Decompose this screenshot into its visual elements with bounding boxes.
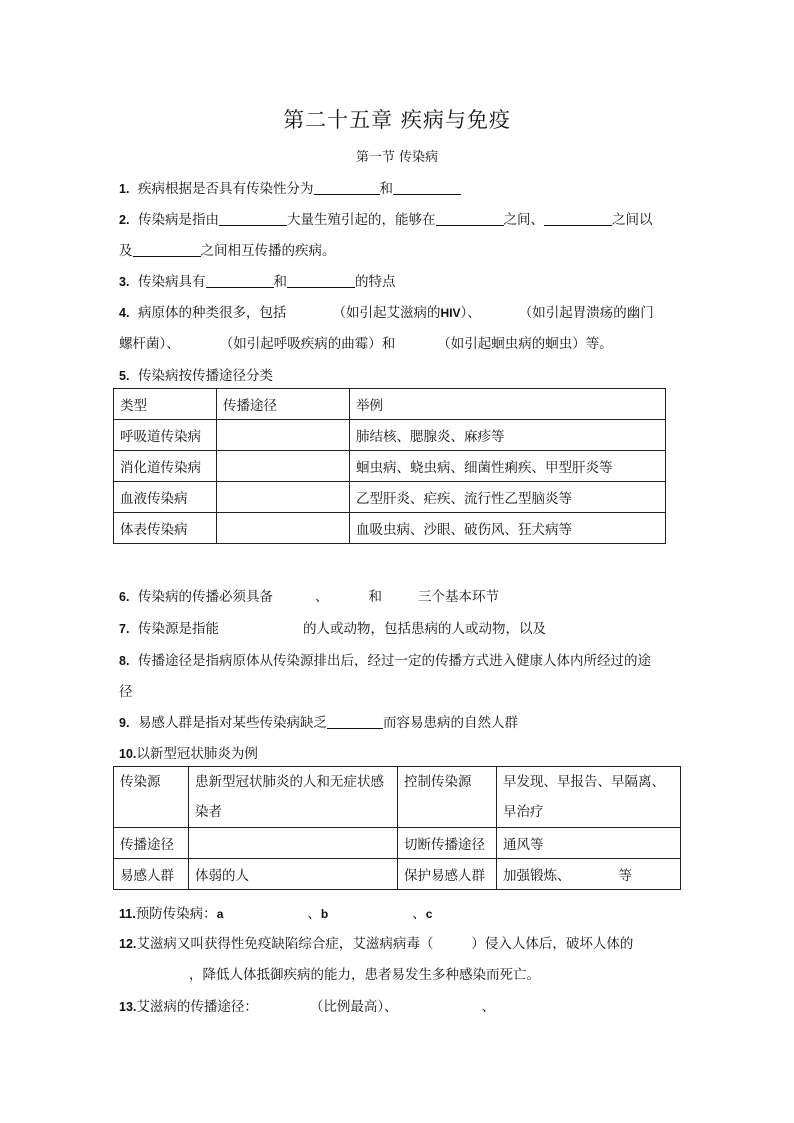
table-cell: 患新型冠状肺炎的人和无症状感 染者 <box>189 767 398 828</box>
transmission-route-table <box>113 388 666 544</box>
question-2-cont: 及 之间相互传播的疾病。 <box>119 243 336 259</box>
covid-example-table <box>113 766 681 890</box>
question-number: 3. <box>119 275 130 289</box>
table-cell: 肺结核、腮腺炎、麻疹等 <box>350 420 666 451</box>
table-cell: 血液传染病 <box>114 482 217 513</box>
question-1: 1. 疾病根据是否具有传染性分为 和 <box>119 177 461 197</box>
section-subtitle: 第一节 传染病 <box>355 150 439 165</box>
question-number: 7. <box>119 622 130 636</box>
table-row <box>114 513 666 544</box>
question-number: 4. <box>119 306 130 320</box>
table-cell: 传染源 <box>114 767 189 828</box>
answer-cell[interactable] <box>217 420 350 451</box>
table-cell: 切断传播途径 <box>398 828 497 859</box>
answer-cell[interactable] <box>217 451 350 482</box>
question-12-cont: ，降低人体抵御疾病的能力，患者易发生多种感染而死亡。 <box>189 967 540 983</box>
question-4-cont: 螺杆菌）、 （如引起呼吸疾病的曲霉）和 （如引起蛔虫病的蛔虫）等。 <box>119 336 613 352</box>
table-header: 类型 <box>114 389 217 420</box>
question-6: 6. 传染病的传播必须具备 、 和 三个基本环节 <box>119 589 500 605</box>
table-cell: 乙型肝炎、疟疾、流行性乙型脑炎等 <box>350 482 666 513</box>
table-cell: 体弱的人 <box>189 859 398 890</box>
question-10: 10.以新型冠状肺炎为例 <box>119 746 258 762</box>
answer-cell[interactable] <box>217 513 350 544</box>
question-8: 8. 传播途径是指病原体从传染源排出后，经过一定的传播方式进入健康人体内所经过的途 <box>119 653 652 669</box>
answer-blank[interactable] <box>327 715 383 729</box>
table-cell: 早发现、早报告、早隔离、 早治疗 <box>497 767 681 828</box>
question-12: 12.艾滋病又叫获得性免疫缺陷综合症，艾滋病病毒（ ）侵入人体后，破坏人体的 <box>119 936 634 952</box>
question-number: 11. <box>119 907 136 921</box>
question-13: 13.艾滋病的传播途径： （比例最高）、 、 <box>119 999 496 1015</box>
question-4: 4. 病原体的种类很多，包括 （如引起艾滋病的HIV）、 （如引起胃溃疡的幽门 <box>119 305 654 321</box>
table-row <box>114 859 681 890</box>
table-cell: 传播途径 <box>114 828 189 859</box>
answer-blank[interactable] <box>133 243 201 257</box>
table-header: 传播途径 <box>217 389 350 420</box>
question-number: 8. <box>119 654 130 668</box>
table-cell: 通风等 <box>497 828 681 859</box>
question-number: 1. <box>119 182 130 196</box>
question-number: 9. <box>119 716 130 730</box>
table-row <box>114 482 666 513</box>
question-5: 5. 传染病按传播途径分类 <box>119 368 274 384</box>
question-number: 10. <box>119 747 137 761</box>
table-cell: 易感人群 <box>114 859 189 890</box>
question-number: 6. <box>119 590 130 604</box>
answer-blank[interactable] <box>544 212 612 226</box>
table-row <box>114 451 666 482</box>
answer-blank[interactable] <box>436 212 504 226</box>
table-cell: 消化道传染病 <box>114 451 217 482</box>
answer-blank[interactable] <box>287 274 355 288</box>
table-row <box>114 420 666 451</box>
question-number: 5. <box>119 369 130 383</box>
answer-blank[interactable] <box>314 181 380 195</box>
table-row <box>114 767 681 828</box>
question-11: 11.预防传染病：a 、b 、c <box>119 906 433 922</box>
table-cell: 加强锻炼、 等 <box>497 859 681 890</box>
table-header-row <box>114 389 666 420</box>
answer-blank[interactable] <box>393 181 461 195</box>
question-7: 7. 传染源是指能 的人或动物，包括患病的人或动物，以及 <box>119 621 547 637</box>
table-cell: 体表传染病 <box>114 513 217 544</box>
question-9: 9. 易感人群是指对某些传染病缺乏 而容易患病的自然人群 <box>119 715 519 731</box>
answer-blank[interactable] <box>206 274 274 288</box>
table-cell: 蛔虫病、蛲虫病、细菌性痢疾、甲型肝炎等 <box>350 451 666 482</box>
table-header: 举例 <box>350 389 666 420</box>
answer-cell[interactable] <box>189 828 398 859</box>
question-number: 2. <box>119 213 130 227</box>
table-cell: 血吸虫病、沙眼、破伤风、狂犬病等 <box>350 513 666 544</box>
chapter-title: 第二十五章 疾病与免疫 <box>283 108 511 132</box>
answer-cell[interactable] <box>217 482 350 513</box>
question-number: 12. <box>119 937 137 951</box>
question-2: 2. 传染病是指由 大量生殖引起的，能够在 之间、 之间以 <box>119 212 653 228</box>
answer-blank[interactable] <box>219 212 287 226</box>
table-cell: 保护易感人群 <box>398 859 497 890</box>
question-number: 13. <box>119 1000 137 1014</box>
table-row <box>114 828 681 859</box>
question-8-cont: 径 <box>119 684 133 700</box>
table-cell: 呼吸道传染病 <box>114 420 217 451</box>
table-cell: 控制传染源 <box>398 767 497 828</box>
question-3: 3. 传染病具有 和 的特点 <box>119 274 396 290</box>
